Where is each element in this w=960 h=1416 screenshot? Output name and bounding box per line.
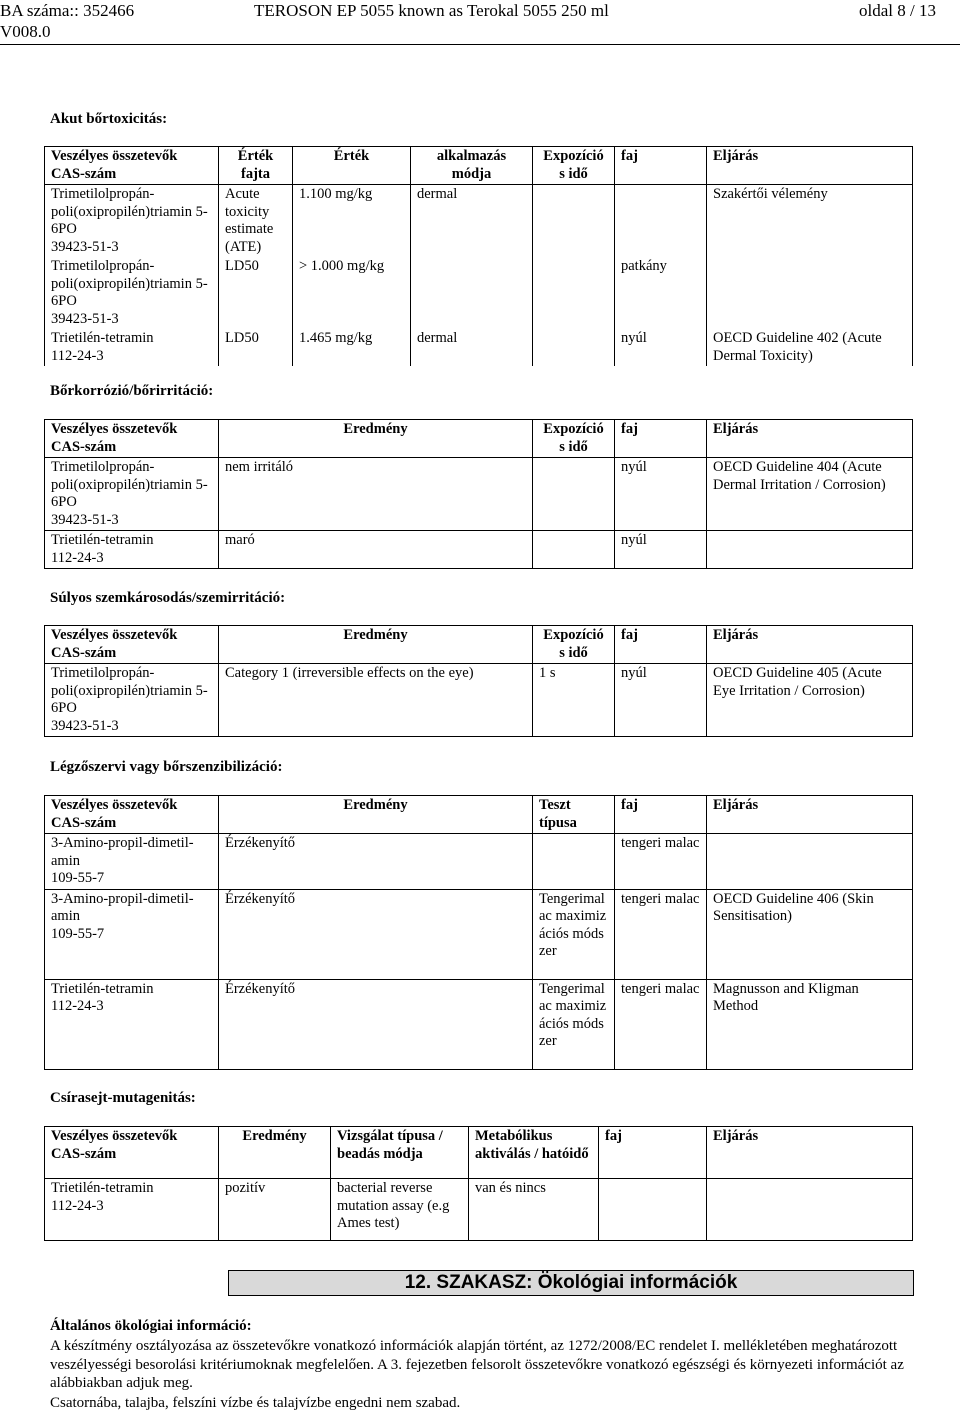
species: nyúl xyxy=(615,531,707,569)
col-value-type: Érték fajta xyxy=(219,147,293,185)
col-substance: Veszélyes összetevők CAS-szám xyxy=(45,796,219,834)
col-species: faj xyxy=(599,1127,707,1179)
test-type xyxy=(533,834,615,890)
table-header-row xyxy=(45,147,913,185)
col-method: Eljárás xyxy=(707,1127,913,1179)
col-activation: Metabólikus aktiválás / hatóidő xyxy=(469,1127,599,1179)
col-substance: Veszélyes összetevők CAS-szám xyxy=(45,147,219,185)
table-header-row xyxy=(45,796,913,834)
method: OECD Guideline 406 (Skin Sensitisation) xyxy=(707,889,913,979)
col-species: faj xyxy=(615,147,707,185)
route xyxy=(411,257,533,329)
cas-number: 39423-51-3 xyxy=(51,717,119,734)
species: nyúl xyxy=(615,458,707,531)
version: V008.0 xyxy=(0,22,51,41)
col-substance: Veszélyes összetevők CAS-szám xyxy=(45,420,219,458)
value-type: LD50 xyxy=(219,257,293,329)
species xyxy=(599,1179,707,1241)
value-type: Acute toxicity estimate (ATE) xyxy=(219,185,293,258)
section-title-acute-dermal: Akut bőrtoxicitás: xyxy=(50,111,168,127)
col-exposure: Expozíció s idő xyxy=(533,626,615,664)
substance-name: Trimetilolpropán-poli(oxipropilén)triamin 5-6PO xyxy=(51,665,208,716)
section-title-skin-corrosion: Bőrkorrózió/bőrirritáció: xyxy=(50,383,214,399)
eco-info-paragraph: A készítmény osztályozása az összetevőkre vonatkozó információk alapján történt, az 1272/2008/EC rendelet I. mellékletében meghatározott veszélyességi besorolási kritériumoknak megfelelően. A 3. fejezetben felsorolt összetevőkre vonatkozó egészségi és környezeti információt az alábbiakban adjuk meg. xyxy=(50,1338,904,1391)
table-row xyxy=(45,329,913,366)
value: 1.100 mg/kg xyxy=(293,185,411,258)
method: OECD Guideline 405 (Acute Eye Irritation / Corrosion) xyxy=(707,664,913,737)
eco-info-note: Csatornába, talajba, felszíni vízbe és talajvízbe engedni nem szabad. xyxy=(50,1395,461,1411)
table-skin-corrosion xyxy=(44,419,913,569)
method xyxy=(707,1179,913,1241)
exposure xyxy=(533,329,615,366)
substance-name: Trietilén-tetramin xyxy=(51,330,154,346)
col-result: Eredmény xyxy=(219,420,533,458)
result: Érzékenyítő xyxy=(219,889,533,979)
exposure xyxy=(533,531,615,569)
species: nyúl xyxy=(615,329,707,366)
method: Szakértői vélemény xyxy=(707,185,913,258)
substance-name: Trimetilolpropán-poli(oxipropilén)triamin 5-6PO xyxy=(51,258,208,309)
value: 1.465 mg/kg xyxy=(293,329,411,366)
test-type: bacterial reverse mutation assay (e.g Ames test) xyxy=(331,1179,469,1241)
substance-name: 3-Amino-propil-dimetil-amin xyxy=(51,835,194,869)
col-substance: Veszélyes összetevők CAS-szám xyxy=(45,626,219,664)
substance-name: Trimetilolpropán-poli(oxipropilén)triamin 5-6PO xyxy=(51,459,208,510)
section-title-mutagenicity: Csírasejt-mutagenitás: xyxy=(50,1090,196,1106)
result: Category 1 (irreversible effects on the eye) xyxy=(219,664,533,737)
substance-name: Trietilén-tetramin xyxy=(51,1180,154,1196)
species xyxy=(615,185,707,258)
table-sensitisation xyxy=(44,795,913,1070)
section-12-banner: 12. SZAKASZ: Ökológiai információk xyxy=(228,1270,914,1296)
header-rule xyxy=(0,44,960,45)
cas-number: 39423-51-3 xyxy=(51,511,119,528)
table-row xyxy=(45,257,913,329)
table-acute-dermal-toxicity xyxy=(44,146,913,366)
col-result: Eredmény xyxy=(219,626,533,664)
species: patkány xyxy=(615,257,707,329)
result: Érzékenyítő xyxy=(219,979,533,1069)
method: OECD Guideline 402 (Acute Dermal Toxicity) xyxy=(707,329,913,366)
col-result: Eredmény xyxy=(219,1127,331,1179)
table-row xyxy=(45,979,913,1069)
table-eye-damage xyxy=(44,625,913,737)
ba-number: BA száma:: 352466 xyxy=(0,1,135,20)
col-value: Érték xyxy=(293,147,411,185)
result: Érzékenyítő xyxy=(219,834,533,890)
test-type: Tengerimalac maximizációs módszer xyxy=(533,979,615,1069)
col-species: faj xyxy=(615,796,707,834)
exposure xyxy=(533,257,615,329)
cas-number: 112-24-3 xyxy=(51,1197,104,1214)
col-route: alkalmazás módja xyxy=(411,147,533,185)
cas-number: 39423-51-3 xyxy=(51,238,119,255)
col-method: Eljárás xyxy=(707,147,913,185)
method: OECD Guideline 404 (Acute Dermal Irritation / Corrosion) xyxy=(707,458,913,531)
substance-name: 3-Amino-propil-dimetil-amin xyxy=(51,890,194,924)
product-name: TEROSON EP 5055 known as Terokal 5055 250 ml xyxy=(254,1,609,20)
table-header-row xyxy=(45,1127,913,1179)
table-row xyxy=(45,834,913,890)
cas-number: 112-24-3 xyxy=(51,347,104,364)
result: maró xyxy=(219,531,533,569)
route: dermal xyxy=(411,185,533,258)
col-test-type: Teszt típusa xyxy=(533,796,615,834)
cas-number: 112-24-3 xyxy=(51,998,104,1014)
page-number: oldal 8 / 13 xyxy=(859,1,936,20)
page-header xyxy=(0,0,960,46)
col-method: Eljárás xyxy=(707,626,913,664)
cas-number: 109-55-7 xyxy=(51,925,105,942)
exposure xyxy=(533,458,615,531)
section-title-eye-damage: Súlyos szemkárosodás/szemirritáció: xyxy=(50,590,286,606)
species: tengeri malac xyxy=(615,979,707,1069)
table-row xyxy=(45,185,913,258)
table-header-row xyxy=(45,626,913,664)
col-exposure: Expozíció s idő xyxy=(533,147,615,185)
section-title-sensitisation: Légzőszervi vagy bőrszenzibilizáció: xyxy=(50,759,283,775)
route: dermal xyxy=(411,329,533,366)
value: > 1.000 mg/kg xyxy=(293,257,411,329)
col-exposure: Expozíció s idő xyxy=(533,420,615,458)
substance-name: Trietilén-tetramin xyxy=(51,532,154,548)
species: tengeri malac xyxy=(615,889,707,979)
table-mutagenicity xyxy=(44,1126,913,1241)
species: tengeri malac xyxy=(615,834,707,890)
exposure: 1 s xyxy=(533,664,615,737)
method xyxy=(707,834,913,890)
method: Magnusson and Kligman Method xyxy=(707,979,913,1069)
eco-info-subtitle: Általános ökológiai információ: xyxy=(50,1318,252,1334)
method xyxy=(707,257,913,329)
species: nyúl xyxy=(615,664,707,737)
table-row xyxy=(45,458,913,531)
cas-number: 109-55-7 xyxy=(51,870,105,886)
cas-number: 39423-51-3 xyxy=(51,310,119,327)
method xyxy=(707,531,913,569)
test-type: Tengerimalac maximizációs módszer xyxy=(533,889,615,979)
col-method: Eljárás xyxy=(707,420,913,458)
table-row xyxy=(45,889,913,979)
col-result: Eredmény xyxy=(219,796,533,834)
result: pozitív xyxy=(219,1179,331,1241)
substance-name: Trimetilolpropán-poli(oxipropilén)triamin 5-6PO xyxy=(51,186,208,237)
col-substance: Veszélyes összetevők CAS-szám xyxy=(45,1127,219,1179)
exposure xyxy=(533,185,615,258)
activation: van és nincs xyxy=(469,1179,599,1241)
result: nem irritáló xyxy=(219,458,533,531)
table-row xyxy=(45,531,913,569)
table-header-row xyxy=(45,420,913,458)
col-species: faj xyxy=(615,626,707,664)
cas-number: 112-24-3 xyxy=(51,549,104,566)
value-type: LD50 xyxy=(219,329,293,366)
table-row xyxy=(45,664,913,737)
table-row xyxy=(45,1179,913,1241)
substance-name: Trietilén-tetramin xyxy=(51,980,154,997)
col-test-type: Vizsgálat típusa / beadás módja xyxy=(331,1127,469,1179)
col-species: faj xyxy=(615,420,707,458)
col-method: Eljárás xyxy=(707,796,913,834)
